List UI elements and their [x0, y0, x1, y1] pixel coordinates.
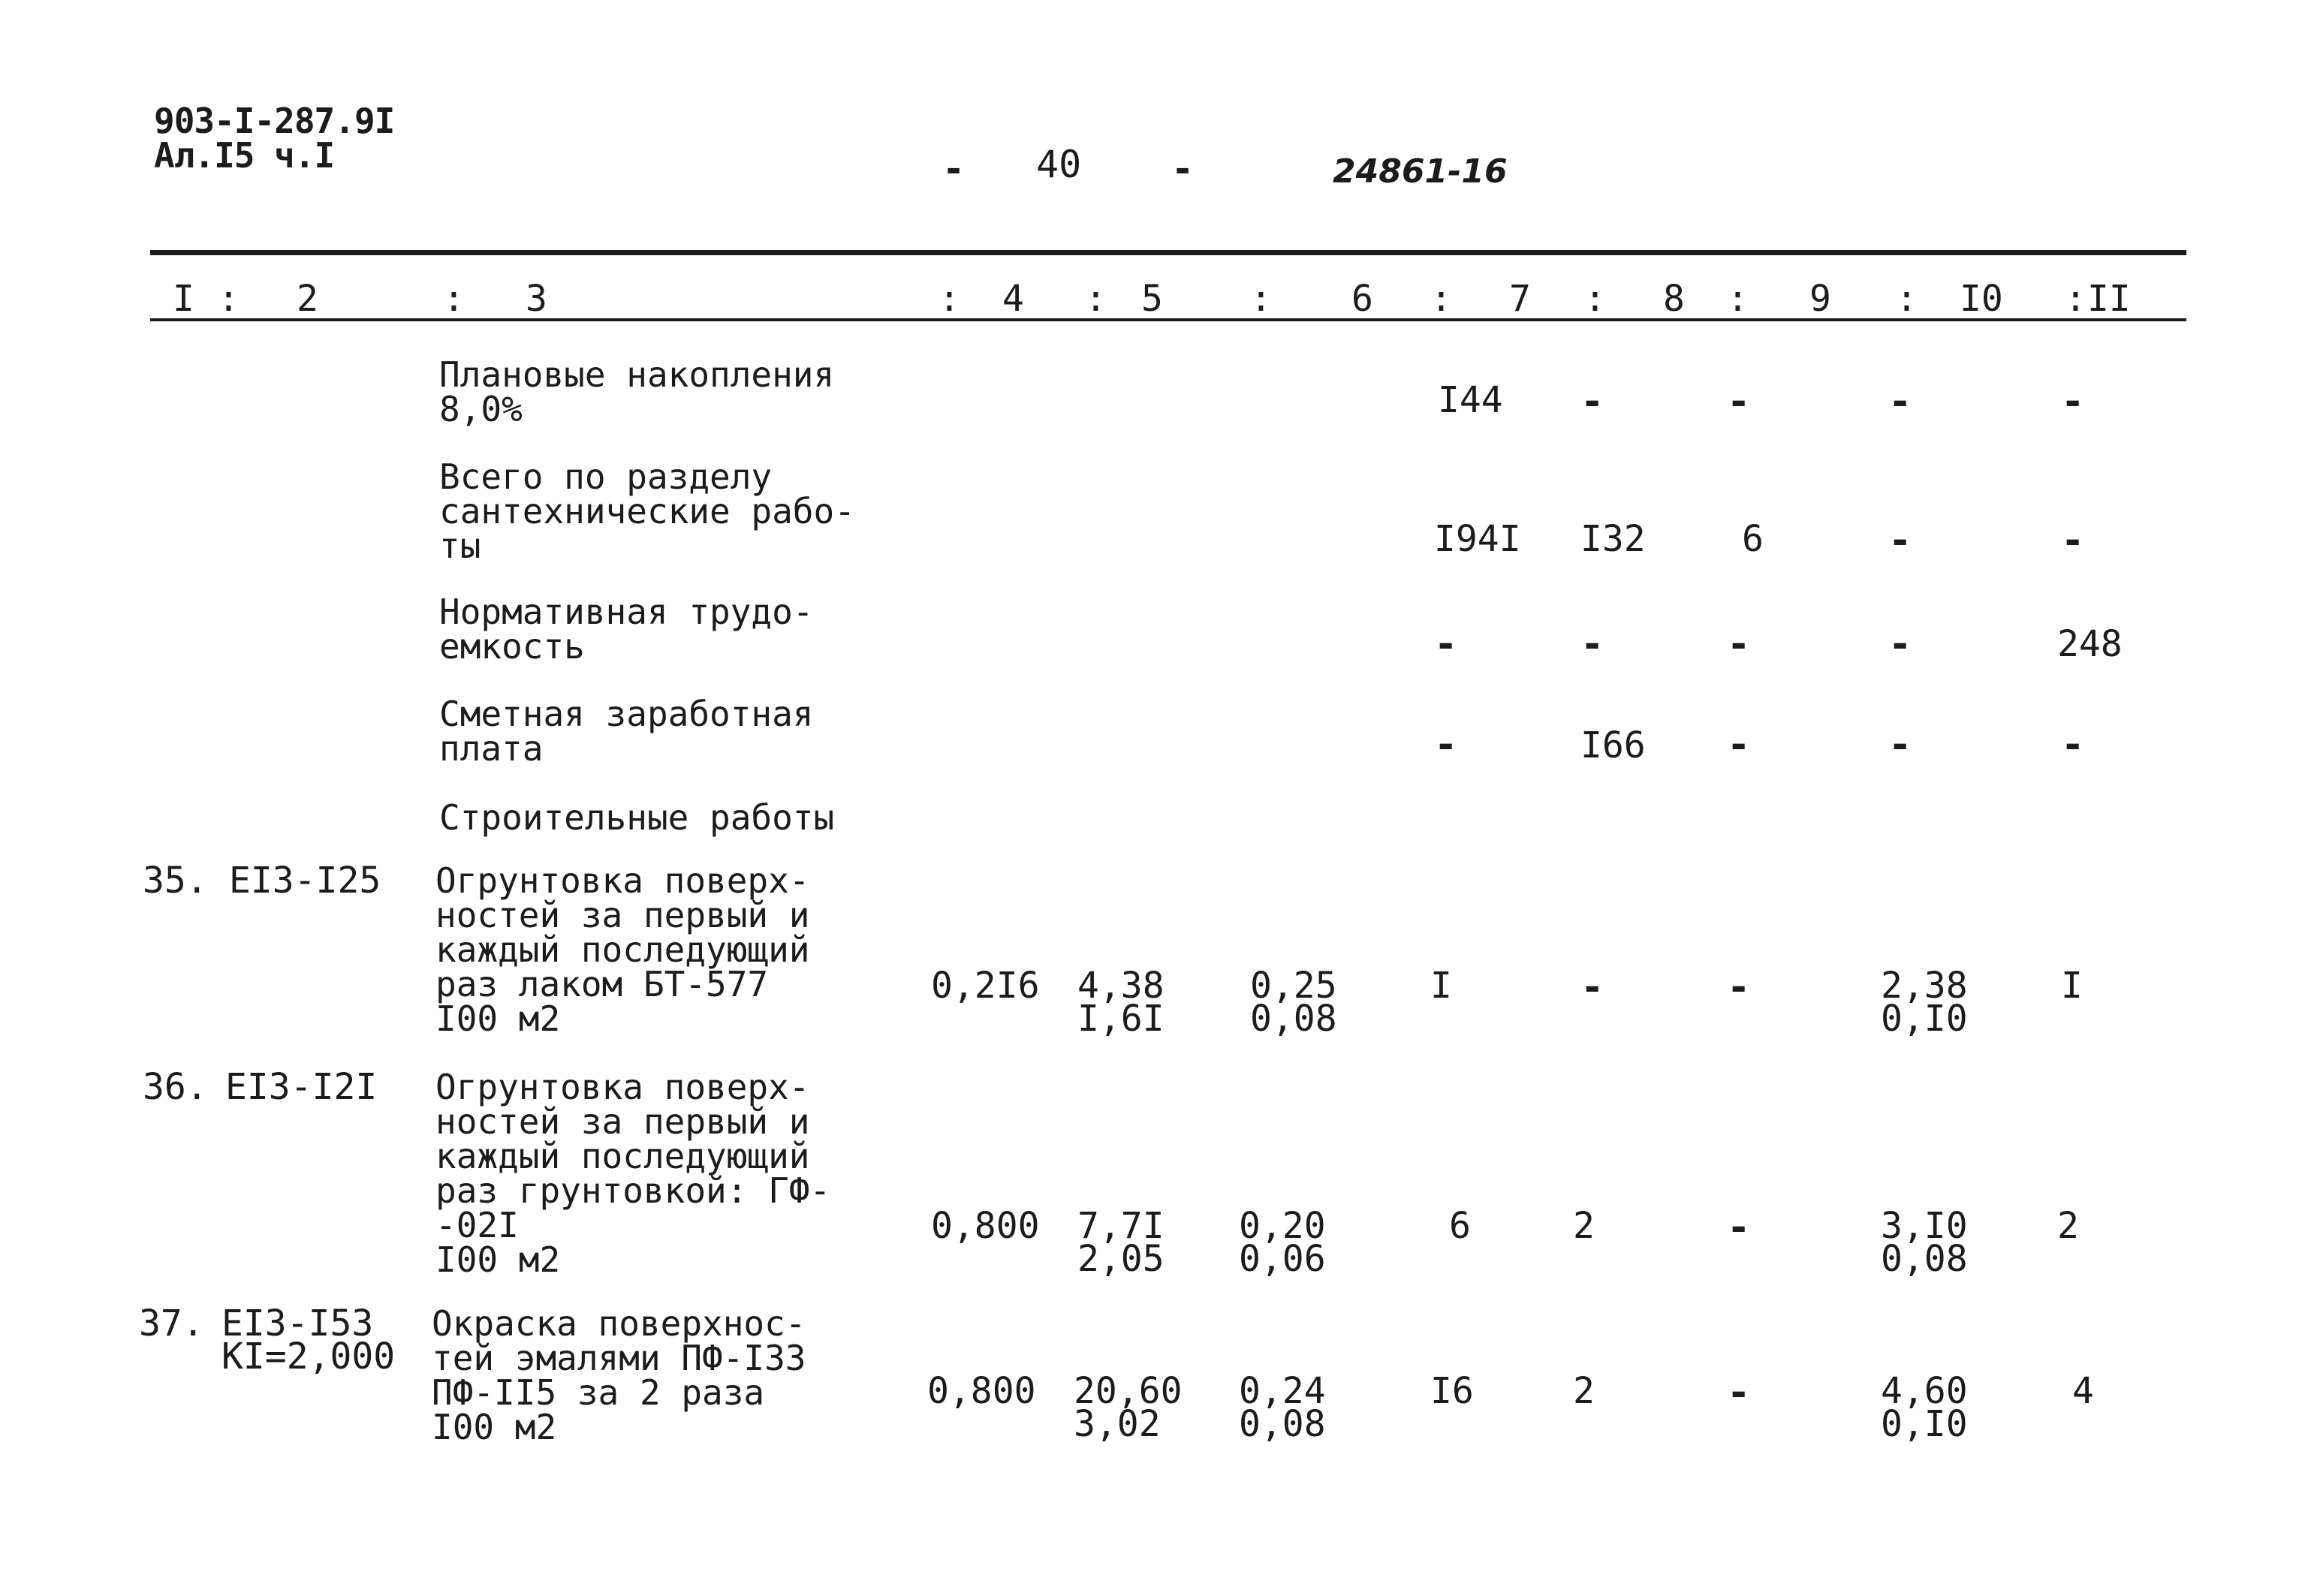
document-code-line2: Ал.I5 ч.I	[154, 135, 335, 176]
document-code	[154, 101, 395, 176]
cell-c5: 4,38 I,6I	[1077, 965, 1165, 1040]
cell-c8: 2	[1573, 1205, 1595, 1247]
col-num-3: 3	[526, 278, 547, 320]
row-description: Огрунтовка поверх- ностей за первый и каждый последующий раз лаком БТ-577 I00 м2	[435, 860, 810, 1039]
row-code: EI3-I53 KI=2,000	[221, 1302, 396, 1378]
cell-c9: -	[1727, 1205, 1751, 1250]
row-description: Нормативная трудо- емкость	[439, 592, 814, 667]
cell-c4: 0,800	[931, 1205, 1040, 1247]
cell-c10: -	[1888, 379, 1912, 424]
cell-c8: I66	[1580, 724, 1646, 766]
cell-c8: -	[1580, 965, 1604, 1010]
cell-c7: -	[1434, 722, 1458, 767]
cell-c10: -	[1888, 518, 1912, 563]
col-num-8: 8	[1663, 278, 1685, 320]
cell-c7: I94I	[1434, 518, 1521, 560]
cell-c8: I32	[1580, 518, 1646, 560]
cell-c7: -	[1434, 622, 1458, 667]
cell-c9: -	[1727, 965, 1751, 1010]
col-sep: :	[1430, 278, 1452, 320]
col-num-7: 7	[1509, 278, 1531, 320]
col-sep: :	[218, 278, 240, 320]
table-top-rule	[150, 250, 2186, 255]
col-sep: :	[1250, 278, 1272, 320]
cell-c8: -	[1580, 379, 1604, 424]
cell-c11: 248	[2057, 623, 2123, 665]
col-num-2: 2	[297, 278, 318, 320]
cell-c9: -	[1727, 379, 1751, 424]
cell-c10: 2,38 0,I0	[1881, 965, 1968, 1040]
row-code: EI3-I2I	[225, 1066, 378, 1108]
row-description: Сметная заработная плата	[439, 694, 814, 769]
cell-c8: -	[1580, 622, 1604, 667]
cell-c6: 0,20 0,06	[1239, 1205, 1326, 1280]
cell-c5: 20,60 3,02	[1074, 1370, 1183, 1445]
row-description: Плановые накопления 8,0%	[439, 354, 835, 429]
cell-c6: 0,24 0,08	[1239, 1370, 1326, 1445]
cell-c11: I	[2061, 965, 2083, 1007]
col-num-4: 4	[1002, 278, 1024, 320]
col-sep: :	[939, 278, 960, 320]
row-description: Огрунтовка поверх- ностей за первый и каждый последующий раз грунтовкой: ГФ- -02I I00 м2	[435, 1067, 831, 1280]
row-number: 37.	[139, 1302, 204, 1345]
col-num-11: II	[2087, 278, 2131, 320]
cell-c4: 0,2I6	[931, 965, 1040, 1007]
cell-c9: 6	[1742, 518, 1764, 560]
col-sep: :	[1896, 278, 1918, 320]
page-number-dash-left: -	[942, 147, 966, 191]
handwritten-number: 24861-16	[1333, 152, 1508, 191]
cell-c9: -	[1727, 622, 1751, 667]
cell-c7: 6	[1449, 1205, 1471, 1247]
cell-c11: 4	[2072, 1370, 2094, 1412]
col-num-1: I	[173, 278, 194, 320]
cell-c5: 7,7I 2,05	[1077, 1205, 1165, 1280]
col-sep: :	[1727, 278, 1749, 320]
row-description: Окраска поверхнос- тей эмалями ПФ-I33 ПФ-II5 за 2 раза I00 м2	[432, 1303, 806, 1447]
col-num-6: 6	[1351, 278, 1373, 320]
cell-c11: -	[2061, 518, 2085, 563]
col-sep: :	[1085, 278, 1107, 320]
document-code-line1: 903-I-287.9I	[154, 101, 395, 141]
cell-c6: 0,25 0,08	[1250, 965, 1337, 1040]
col-sep: :	[443, 278, 465, 320]
cell-c10: -	[1888, 622, 1912, 667]
cell-c9: -	[1727, 1370, 1751, 1415]
col-sep: :	[1584, 278, 1606, 320]
section-heading: Строительные работы	[439, 797, 835, 838]
cell-c10: 3,I0 0,08	[1881, 1205, 1968, 1280]
cell-c10: -	[1888, 722, 1912, 767]
col-num-5: 5	[1141, 278, 1163, 320]
row-number: 36.	[143, 1066, 208, 1108]
column-number-row	[158, 278, 2185, 323]
row-number: 35.	[143, 860, 208, 902]
cell-c8: 2	[1573, 1370, 1595, 1412]
cell-c11: -	[2061, 379, 2085, 424]
cell-c11: -	[2061, 722, 2085, 767]
page-number: 40	[1036, 143, 1082, 186]
cell-c10: 4,60 0,I0	[1881, 1370, 1968, 1445]
col-sep: :	[2065, 278, 2087, 320]
cell-c7: I6	[1430, 1370, 1474, 1412]
page-number-dash-right: -	[1171, 147, 1195, 191]
cell-c9: -	[1727, 722, 1751, 767]
cell-c7: I44	[1438, 379, 1503, 421]
cell-c11: 2	[2057, 1205, 2079, 1247]
col-num-9: 9	[1809, 278, 1831, 320]
col-num-10: I0	[1960, 278, 2003, 320]
row-description: Всего по разделу сантехнические рабо- ты	[439, 456, 855, 566]
row-code: EI3-I25	[229, 860, 381, 902]
cell-c7: I	[1430, 965, 1452, 1007]
cell-c4: 0,800	[927, 1370, 1036, 1412]
